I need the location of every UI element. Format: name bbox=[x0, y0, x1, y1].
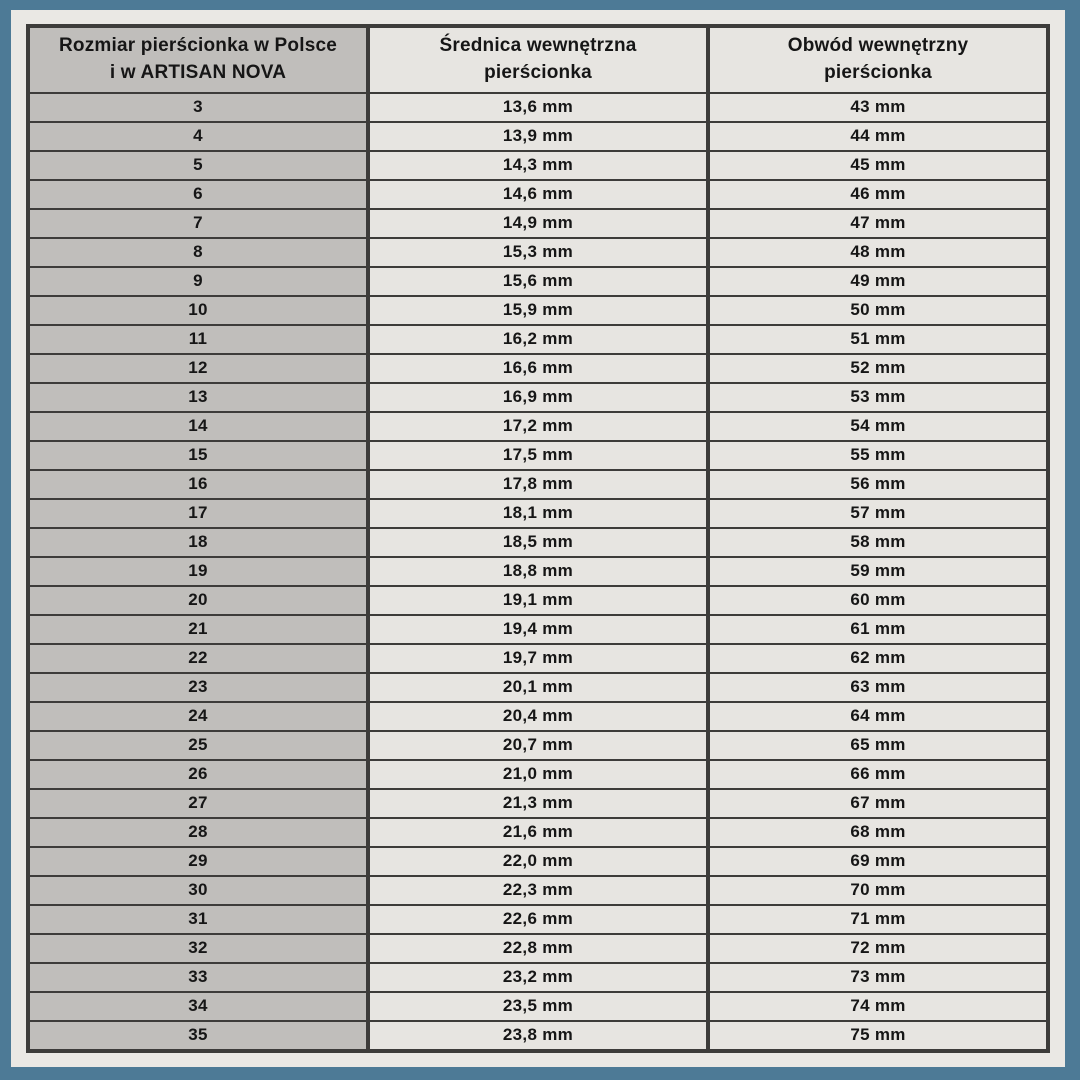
cell-inner-diameter: 14,3 mm bbox=[368, 151, 708, 180]
cell-inner-circumference: 43 mm bbox=[708, 93, 1048, 122]
table-row bbox=[28, 238, 1048, 267]
table-row bbox=[28, 673, 1048, 702]
cell-inner-diameter: 17,5 mm bbox=[368, 441, 708, 470]
cell-inner-circumference: 54 mm bbox=[708, 412, 1048, 441]
cell-inner-diameter: 19,7 mm bbox=[368, 644, 708, 673]
cell-inner-diameter: 19,1 mm bbox=[368, 586, 708, 615]
cell-inner-diameter: 15,9 mm bbox=[368, 296, 708, 325]
cell-inner-diameter: 22,0 mm bbox=[368, 847, 708, 876]
cell-inner-diameter: 15,3 mm bbox=[368, 238, 708, 267]
table-row bbox=[28, 905, 1048, 934]
cell-ring-size: 28 bbox=[28, 818, 368, 847]
table-row bbox=[28, 731, 1048, 760]
cell-inner-diameter: 16,6 mm bbox=[368, 354, 708, 383]
table-row bbox=[28, 354, 1048, 383]
cell-inner-diameter: 18,8 mm bbox=[368, 557, 708, 586]
cell-inner-circumference: 61 mm bbox=[708, 615, 1048, 644]
cell-inner-diameter: 21,0 mm bbox=[368, 760, 708, 789]
table-row bbox=[28, 325, 1048, 354]
cell-ring-size: 17 bbox=[28, 499, 368, 528]
table-row bbox=[28, 499, 1048, 528]
cell-inner-circumference: 47 mm bbox=[708, 209, 1048, 238]
cell-inner-circumference: 48 mm bbox=[708, 238, 1048, 267]
cell-inner-circumference: 59 mm bbox=[708, 557, 1048, 586]
cell-inner-diameter: 19,4 mm bbox=[368, 615, 708, 644]
table-row bbox=[28, 528, 1048, 557]
cell-ring-size: 24 bbox=[28, 702, 368, 731]
cell-inner-diameter: 13,9 mm bbox=[368, 122, 708, 151]
table-header bbox=[28, 26, 1048, 93]
table-row bbox=[28, 760, 1048, 789]
cell-ring-size: 4 bbox=[28, 122, 368, 151]
cell-inner-diameter: 20,7 mm bbox=[368, 731, 708, 760]
cell-inner-circumference: 62 mm bbox=[708, 644, 1048, 673]
cell-ring-size: 35 bbox=[28, 1021, 368, 1052]
cell-ring-size: 20 bbox=[28, 586, 368, 615]
cell-ring-size: 12 bbox=[28, 354, 368, 383]
cell-inner-circumference: 52 mm bbox=[708, 354, 1048, 383]
cell-inner-diameter: 20,4 mm bbox=[368, 702, 708, 731]
cell-inner-circumference: 44 mm bbox=[708, 122, 1048, 151]
cell-inner-circumference: 65 mm bbox=[708, 731, 1048, 760]
table-row bbox=[28, 586, 1048, 615]
cell-inner-circumference: 46 mm bbox=[708, 180, 1048, 209]
cell-inner-circumference: 55 mm bbox=[708, 441, 1048, 470]
table-row bbox=[28, 180, 1048, 209]
cell-ring-size: 14 bbox=[28, 412, 368, 441]
cell-ring-size: 13 bbox=[28, 383, 368, 412]
cell-inner-diameter: 22,3 mm bbox=[368, 876, 708, 905]
cell-ring-size: 7 bbox=[28, 209, 368, 238]
table-row bbox=[28, 267, 1048, 296]
table-row bbox=[28, 963, 1048, 992]
cell-ring-size: 9 bbox=[28, 267, 368, 296]
cell-inner-diameter: 14,6 mm bbox=[368, 180, 708, 209]
cell-inner-diameter: 16,2 mm bbox=[368, 325, 708, 354]
header-row bbox=[28, 26, 1048, 93]
cell-ring-size: 19 bbox=[28, 557, 368, 586]
cell-ring-size: 11 bbox=[28, 325, 368, 354]
cell-ring-size: 29 bbox=[28, 847, 368, 876]
table-row bbox=[28, 847, 1048, 876]
cell-inner-circumference: 60 mm bbox=[708, 586, 1048, 615]
cell-ring-size: 25 bbox=[28, 731, 368, 760]
cell-inner-diameter: 18,1 mm bbox=[368, 499, 708, 528]
cell-ring-size: 23 bbox=[28, 673, 368, 702]
table-row bbox=[28, 992, 1048, 1021]
cell-ring-size: 22 bbox=[28, 644, 368, 673]
cell-inner-diameter: 15,6 mm bbox=[368, 267, 708, 296]
table-row bbox=[28, 934, 1048, 963]
table-row bbox=[28, 296, 1048, 325]
cell-inner-circumference: 45 mm bbox=[708, 151, 1048, 180]
cell-ring-size: 30 bbox=[28, 876, 368, 905]
cell-ring-size: 5 bbox=[28, 151, 368, 180]
table-row bbox=[28, 151, 1048, 180]
table-body bbox=[28, 93, 1048, 1051]
table-row bbox=[28, 789, 1048, 818]
cell-inner-circumference: 63 mm bbox=[708, 673, 1048, 702]
table-row bbox=[28, 615, 1048, 644]
cell-ring-size: 32 bbox=[28, 934, 368, 963]
table-row bbox=[28, 818, 1048, 847]
cell-ring-size: 18 bbox=[28, 528, 368, 557]
table-panel bbox=[11, 10, 1065, 1067]
cell-inner-circumference: 73 mm bbox=[708, 963, 1048, 992]
cell-inner-diameter: 22,6 mm bbox=[368, 905, 708, 934]
cell-ring-size: 34 bbox=[28, 992, 368, 1021]
cell-inner-circumference: 67 mm bbox=[708, 789, 1048, 818]
cell-ring-size: 27 bbox=[28, 789, 368, 818]
cell-inner-diameter: 16,9 mm bbox=[368, 383, 708, 412]
cell-ring-size: 31 bbox=[28, 905, 368, 934]
cell-ring-size: 26 bbox=[28, 760, 368, 789]
table-row bbox=[28, 93, 1048, 122]
cell-inner-circumference: 51 mm bbox=[708, 325, 1048, 354]
cell-inner-diameter: 17,8 mm bbox=[368, 470, 708, 499]
cell-inner-circumference: 75 mm bbox=[708, 1021, 1048, 1052]
cell-inner-diameter: 13,6 mm bbox=[368, 93, 708, 122]
cell-inner-diameter: 23,8 mm bbox=[368, 1021, 708, 1052]
cell-inner-circumference: 53 mm bbox=[708, 383, 1048, 412]
table-row bbox=[28, 557, 1048, 586]
table-row bbox=[28, 1021, 1048, 1052]
cell-ring-size: 10 bbox=[28, 296, 368, 325]
cell-inner-diameter: 22,8 mm bbox=[368, 934, 708, 963]
header-inner-diameter: Średnica wewnętrzna pierścionka bbox=[368, 26, 708, 93]
cell-inner-diameter: 18,5 mm bbox=[368, 528, 708, 557]
cell-inner-circumference: 50 mm bbox=[708, 296, 1048, 325]
table-row bbox=[28, 209, 1048, 238]
cell-inner-diameter: 17,2 mm bbox=[368, 412, 708, 441]
cell-inner-circumference: 57 mm bbox=[708, 499, 1048, 528]
cell-inner-diameter: 21,6 mm bbox=[368, 818, 708, 847]
table-row bbox=[28, 644, 1048, 673]
cell-ring-size: 6 bbox=[28, 180, 368, 209]
table-row bbox=[28, 702, 1048, 731]
cell-ring-size: 3 bbox=[28, 93, 368, 122]
cell-inner-circumference: 69 mm bbox=[708, 847, 1048, 876]
cell-ring-size: 8 bbox=[28, 238, 368, 267]
cell-inner-diameter: 21,3 mm bbox=[368, 789, 708, 818]
cell-inner-circumference: 64 mm bbox=[708, 702, 1048, 731]
table-row bbox=[28, 470, 1048, 499]
cell-inner-circumference: 68 mm bbox=[708, 818, 1048, 847]
cell-inner-circumference: 56 mm bbox=[708, 470, 1048, 499]
table-row bbox=[28, 412, 1048, 441]
header-inner-circumference: Obwód wewnętrzny pierścionka bbox=[708, 26, 1048, 93]
cell-inner-circumference: 74 mm bbox=[708, 992, 1048, 1021]
table-row bbox=[28, 122, 1048, 151]
cell-inner-circumference: 70 mm bbox=[708, 876, 1048, 905]
cell-inner-circumference: 72 mm bbox=[708, 934, 1048, 963]
cell-ring-size: 15 bbox=[28, 441, 368, 470]
cell-inner-circumference: 71 mm bbox=[708, 905, 1048, 934]
header-ring-size: Rozmiar pierścionka w Polsce i w ARTISAN NOVA bbox=[28, 26, 368, 93]
ring-size-table bbox=[26, 24, 1050, 1053]
cell-inner-diameter: 23,2 mm bbox=[368, 963, 708, 992]
cell-ring-size: 21 bbox=[28, 615, 368, 644]
cell-ring-size: 33 bbox=[28, 963, 368, 992]
cell-inner-diameter: 14,9 mm bbox=[368, 209, 708, 238]
cell-inner-diameter: 20,1 mm bbox=[368, 673, 708, 702]
cell-ring-size: 16 bbox=[28, 470, 368, 499]
cell-inner-diameter: 23,5 mm bbox=[368, 992, 708, 1021]
table-row bbox=[28, 876, 1048, 905]
table-row bbox=[28, 383, 1048, 412]
cell-inner-circumference: 66 mm bbox=[708, 760, 1048, 789]
cell-inner-circumference: 49 mm bbox=[708, 267, 1048, 296]
table-row bbox=[28, 441, 1048, 470]
cell-inner-circumference: 58 mm bbox=[708, 528, 1048, 557]
